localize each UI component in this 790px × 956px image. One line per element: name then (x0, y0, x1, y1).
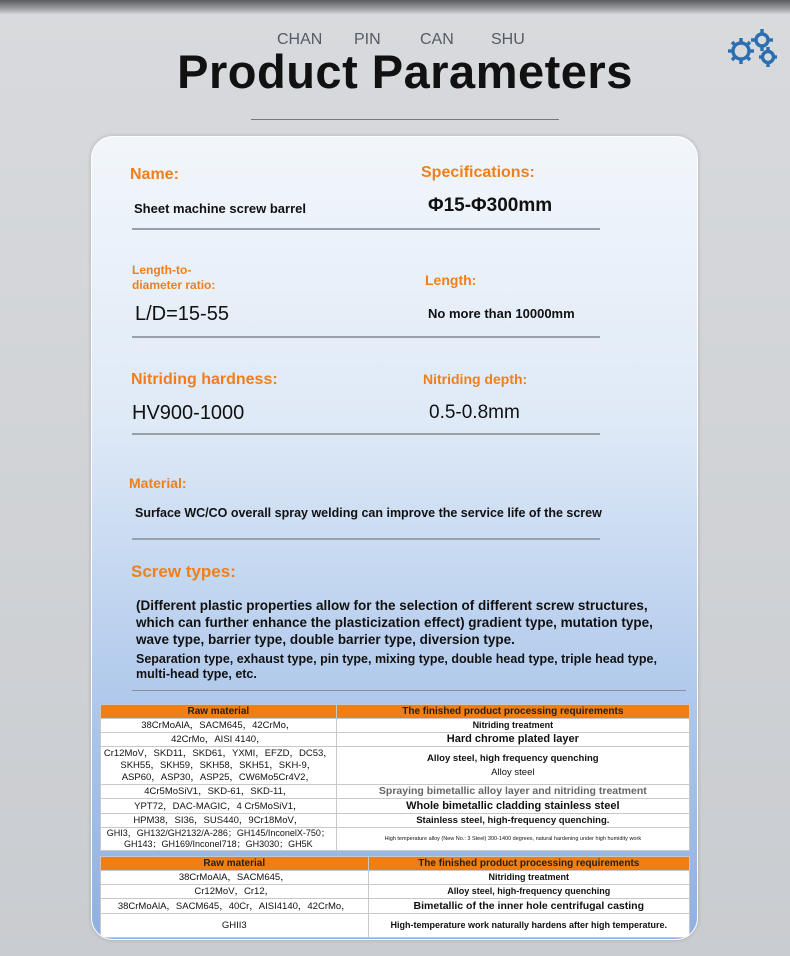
table-row: Cr12MoV，Cr12， Alloy steel, high-frequency quenching (101, 885, 690, 899)
pinyin-can: CAN (420, 31, 454, 48)
table-row: 42CrMo，AISI 4140， Hard chrome plated layer (101, 733, 690, 747)
table-row: 4Cr5MoSiV1，SKD-61，SKD-11， Spraying bimetallic alloy layer and nitriding treatment (101, 785, 690, 799)
table-row: GHII3 High-temperature work naturally hardens after high temperature. (101, 914, 690, 938)
length-value: No more than 10000mm (428, 306, 575, 321)
title-underline (251, 119, 559, 120)
divider-1 (132, 228, 600, 230)
nitriding-depth-label: Nitriding depth: (423, 371, 528, 387)
screw-types-list: Separation type, exhaust type, pin type, mixing type, double head type, triple head type, multi-head type, etc. (136, 652, 657, 681)
name-label: Name: (130, 166, 179, 183)
ld-ratio-label: Length-to- diameter ratio: (132, 263, 216, 292)
specifications-value: Φ15-Φ300mm (428, 195, 553, 216)
header-raw-material: Raw material (101, 857, 369, 871)
specifications-label: Specifications: (421, 164, 535, 181)
table-row: 38CrMoAlA，SACM645，42CrMo， Nitriding treatment (101, 719, 690, 733)
table-row: GHI3，GH132/GH2132/A-286；GH145/InconelX-750；GH143；GH169/Inconel718；GH3030；GH5K High temperature alloy (New No.: 3 Steel) 300-1400 degrees, natural hardening under high humidity work (101, 828, 690, 851)
pinyin-pin: PIN (354, 31, 381, 48)
table-row: 38CrMoAlA，SACM645，40Cr，AISI4140，42CrMo， Bimetallic of the inner hole centrifugal casting (101, 899, 690, 914)
top-bar (0, 0, 790, 14)
material-label: Material: (129, 475, 187, 491)
ld-ratio-value: L/D=15-55 (135, 303, 229, 325)
screw-types-label: Screw types: (131, 562, 236, 581)
table-header-row (101, 857, 690, 871)
gears-icon (726, 26, 780, 70)
divider-3 (132, 433, 600, 435)
length-label: Length: (425, 272, 477, 288)
divider-4 (132, 538, 600, 540)
divider-5 (132, 690, 686, 691)
header-processing-requirements: The finished product processing requirements (368, 857, 689, 871)
pinyin-shu: SHU (491, 31, 525, 48)
name-value: Sheet machine screw barrel (134, 201, 306, 216)
screw-types-description: (Different plastic properties allow for the selection of different screw structures, which can further enhance the plasticization effect) gradient type, mutation type, wave type, barrier type, double barrier type, diversion type. (136, 598, 653, 647)
nitriding-hardness-label: Nitriding hardness: (131, 371, 278, 388)
parameters-card (91, 136, 698, 940)
material-value: Surface WC/CO overall spray welding can improve the service life of the screw (135, 506, 602, 520)
materials-table-1 (100, 704, 690, 851)
table-row: YPT72，DAC-MAGIC，4 Cr5MoSiV1， Whole bimetallic cladding stainless steel (101, 799, 690, 814)
nitriding-depth-value: 0.5-0.8mm (429, 402, 520, 423)
header-processing-requirements: The finished product processing requirements (336, 705, 689, 719)
table-row: 38CrMoAlA，SACM645， Nitriding treatment (101, 871, 690, 885)
header-raw-material: Raw material (101, 705, 337, 719)
table-row: Cr12MoV，SKD11，SKD61，YXMI，EFZD，DC53，SKH55，SKH59，SKH58，SKH51，SKH-9，ASP60，ASP30，ASP25，CW6Mo5Cr4V2， Alloy steel, high frequency quenching Alloy steel (101, 747, 690, 785)
table-header-row (101, 705, 690, 719)
materials-table-2 (100, 856, 690, 938)
pinyin-chan: CHAN (277, 31, 323, 48)
table-row: HPM38，SI36，SUS440，9Cr18MoV， Stainless steel, high-frequency quenching. (101, 814, 690, 828)
nitriding-hardness-value: HV900-1000 (132, 402, 245, 424)
divider-2 (132, 336, 600, 338)
page-title: Product Parameters (177, 45, 633, 98)
